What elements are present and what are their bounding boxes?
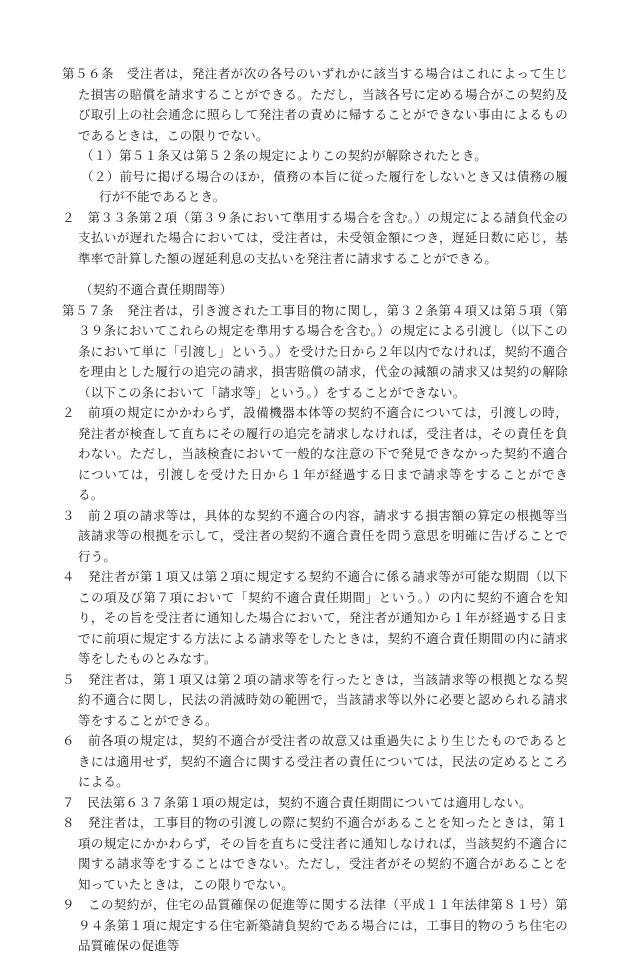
article-56-clause-2: ２ 第３３条第２項（第３９条において準用する場合を含む。）の規定による請負代金の支払いが遅れた場合においては，受注者は，未受領金額につき，遅延日数に応じ，基準率で計算した額の遅延利息の支払いを発注者に請求することができる。: [62, 209, 568, 266]
article-57-clause-8: ８ 発注者は，工事目的物の引渡しの際に契約不適合があることを知ったときは，第１項の規定にかかわらず，その旨を直ちに受注者に通知しなければ，当該契約不適合に関する請求等をすることはできない。ただし，受注者がその契約不適合があることを知っていたときは，この限りでない。: [62, 815, 568, 892]
article-57-clause-3: ３ 前２項の請求等は，具体的な契約不適合の内容，請求する損害額の算定の根拠等当該請求等の根拠を示して，受注者の契約不適合責任を問う意思を明確に告げることで行う。: [62, 507, 568, 564]
article-56-section: [0, 64, 630, 269]
article-56-paragraph: 第５６条 受注者は，発注者が次の各号のいずれかに該当する場合はこれによって生じた損害の賠償を請求することができる。ただし，当該各号に定める場合がこの契約及び取引上の社会通念に照らして発注者の責めに帰することができない事由によるものであるときは，この限りでない。: [62, 66, 568, 143]
article-57-paragraph: 第５７条 発注者は，引き渡された工事目的物に関し，第３２条第４項又は第５項（第３９条においてこれらの規定を準用する場合を含む。）の規定による引渡し（以下この条において単に「引渡し」という。）を受けた日から２年以内でなければ，契約不適合を理由とした履行の追完の請求，損害賠償の請求，代金の減額の請求又は契約の解除（以下この条において「請求等」という。）をすることができない。: [62, 302, 568, 400]
article-56-item-1: （１）第５１条又は第５２条の規定によりこの契約が解除されたとき。: [81, 148, 487, 163]
article-57-clause-2: ２ 前項の規定にかかわらず，設備機器本体等の契約不適合については，引渡しの時，発注者が検査して直ちにその履行の追完を請求しなければ，受注者は，その責任を負わない。ただし，当該検査において一般的な注意の下で発見できなかった契約不適合については，引渡しを受けた日から１年が経過する日まで請求等をすることができる。: [62, 405, 568, 502]
article-57-clause-6: ６ 前各項の規定は，契約不適合が受注者の故意又は重過失により生じたものであるときには適用せず，契約不適合に関する受注者の責任については，民法の定めるところによる。: [62, 733, 568, 789]
article-57-clause-5: ５ 発注者は，第１項又は第２項の請求等を行ったときは，当該請求等の根拠となる契約不適合に関し，民法の消滅時効の範囲で，当該請求等以外に必要と認められる請求等をすることができる。: [62, 671, 568, 728]
article-57-clause-7: ７ 民法第６３７条第１項の規定は，契約不適合責任期間については適用しない。: [62, 794, 532, 810]
article-57-section: [0, 280, 630, 957]
article-57-clause-9: ９ この契約が，住宅の品質確保の促進等に関する法律（平成１１年法律第８１号）第９４条第１項に規定する住宅新築請負契約である場合には，工事目的物のうち住宅の品質確保の促進等: [62, 897, 568, 953]
article-57-heading: （契約不適合責任期間等）: [80, 282, 233, 297]
article-56-item-2: （２）前号に掲げる場合のほか，債務の本旨に従った履行をしないとき又は債務の履行が不能であるとき。: [81, 168, 568, 204]
article-57-clause-4: ４ 発注者が第１項又は第２項に規定する契約不適合に係る請求等が可能な期間（以下この項及び第７項において「契約不適合責任期間」という。）の内に契約不適合を知り，その旨を受注者に通知した場合において，発注者が通知から１年が経過する日までに前項に規定する方法による請求等をしたときは，契約不適合責任期間の内に請求等をしたものとみなす。: [62, 569, 568, 666]
